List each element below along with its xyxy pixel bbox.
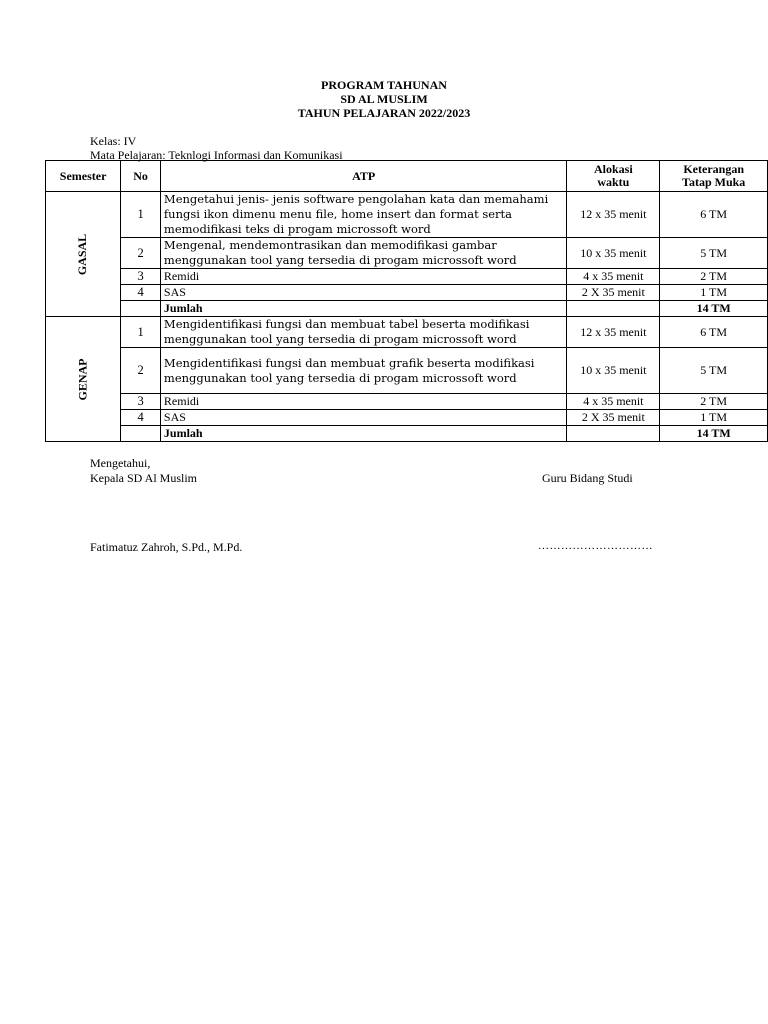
row-keterangan: 5 TM (660, 348, 768, 394)
row-keterangan: 1 TM (660, 410, 768, 426)
total-no-empty (121, 426, 161, 442)
row-keterangan: 6 TM (660, 317, 768, 348)
row-alokasi: 4 x 35 menit (567, 394, 660, 410)
mapel-label: Mata Pelajaran: Teknlogi Informasi dan Komunikasi (90, 148, 343, 162)
col-keterangan-header-line2: Tatap Muka (682, 175, 746, 189)
row-no: 1 (121, 317, 161, 348)
row-atp: Remidi (160, 394, 566, 410)
row-atp: Mengidentifikasi fungsi dan membuat grafik beserta modifikasi menggunakan tool yang tersedia di progam microssoft word (160, 348, 566, 394)
row-no: 1 (121, 192, 161, 238)
total-alokasi-empty (567, 426, 660, 442)
col-keterangan-header-line1: Keterangan (683, 162, 744, 176)
row-alokasi: 10 x 35 menit (567, 238, 660, 269)
header-title: PROGRAM TAHUNAN (321, 78, 447, 92)
col-alokasi-header (567, 161, 660, 192)
row-keterangan: 2 TM (660, 394, 768, 410)
row-no: 3 (121, 394, 161, 410)
kelas-label: Kelas: IV (90, 134, 137, 148)
row-keterangan: 5 TM (660, 238, 768, 269)
row-no: 3 (121, 269, 161, 285)
col-no-header: No (121, 161, 161, 192)
total-no-empty (121, 301, 161, 317)
document-meta (90, 134, 343, 162)
table-row (46, 192, 768, 238)
guru-name-placeholder: ………………………… (538, 540, 653, 552)
col-semester-header: Semester (46, 161, 121, 192)
signature-block-left (90, 456, 197, 486)
row-alokasi: 12 x 35 menit (567, 317, 660, 348)
total-label: Jumlah (160, 301, 566, 317)
col-keterangan-header (660, 161, 768, 192)
semester-cell-genap (46, 317, 121, 442)
table-total-row (46, 301, 768, 317)
row-keterangan: 6 TM (660, 192, 768, 238)
table-row (46, 394, 768, 410)
kepala-label: Kepala SD Al Muslim (90, 471, 197, 485)
row-atp: SAS (160, 285, 566, 301)
table-row (46, 285, 768, 301)
row-keterangan: 1 TM (660, 285, 768, 301)
header-year: TAHUN PELAJARAN 2022/2023 (297, 106, 471, 120)
table-header-row (46, 161, 768, 192)
row-atp: Mengidentifikasi fungsi dan membuat tabel beserta modifikasi menggunakan tool yang tersedia di progam microssoft word (160, 317, 566, 348)
guru-label: Guru Bidang Studi (542, 471, 633, 485)
table-row (46, 317, 768, 348)
row-alokasi: 2 X 35 menit (567, 410, 660, 426)
row-no: 2 (121, 238, 161, 269)
col-alokasi-header-line2: waktu (597, 175, 630, 189)
table-row (46, 238, 768, 269)
row-no: 4 (121, 285, 161, 301)
row-no: 4 (121, 410, 161, 426)
mengetahui-label: Mengetahui, (90, 456, 151, 470)
table-row (46, 269, 768, 285)
total-value: 14 TM (660, 301, 768, 317)
row-atp: SAS (160, 410, 566, 426)
total-alokasi-empty (567, 301, 660, 317)
row-keterangan: 2 TM (660, 269, 768, 285)
header-school: SD AL MUSLIM (340, 92, 428, 106)
row-atp: Mengenal, mendemontrasikan dan memodifikasi gambar menggunakan tool yang tersedia di progam microssoft word (160, 238, 566, 269)
signature-block-right (542, 471, 633, 486)
table-row (46, 348, 768, 394)
row-alokasi: 2 X 35 menit (567, 285, 660, 301)
row-atp: Mengetahui jenis- jenis software pengolahan kata dan memahami fungsi ikon dimenu menu file, home insert dan format serta memodifikasi teks di progam microssoft word (160, 192, 566, 238)
col-alokasi-header-line1: Alokasi (594, 162, 633, 176)
semester-cell-gasal (46, 192, 121, 317)
col-atp-header: ATP (160, 161, 566, 192)
document-header (0, 78, 768, 120)
row-alokasi: 10 x 35 menit (567, 348, 660, 394)
kepala-name: Fatimatuz Zahroh, S.Pd., M.Pd. (90, 540, 243, 554)
total-value: 14 TM (660, 426, 768, 442)
table-row (46, 410, 768, 426)
row-no: 2 (121, 348, 161, 394)
row-alokasi: 4 x 35 menit (567, 269, 660, 285)
table-total-row (46, 426, 768, 442)
semester-label-gasal: GASAL (75, 233, 90, 275)
semester-label-genap: GENAP (75, 358, 90, 400)
row-alokasi: 12 x 35 menit (567, 192, 660, 238)
program-table (45, 160, 768, 442)
row-atp: Remidi (160, 269, 566, 285)
total-label: Jumlah (160, 426, 566, 442)
